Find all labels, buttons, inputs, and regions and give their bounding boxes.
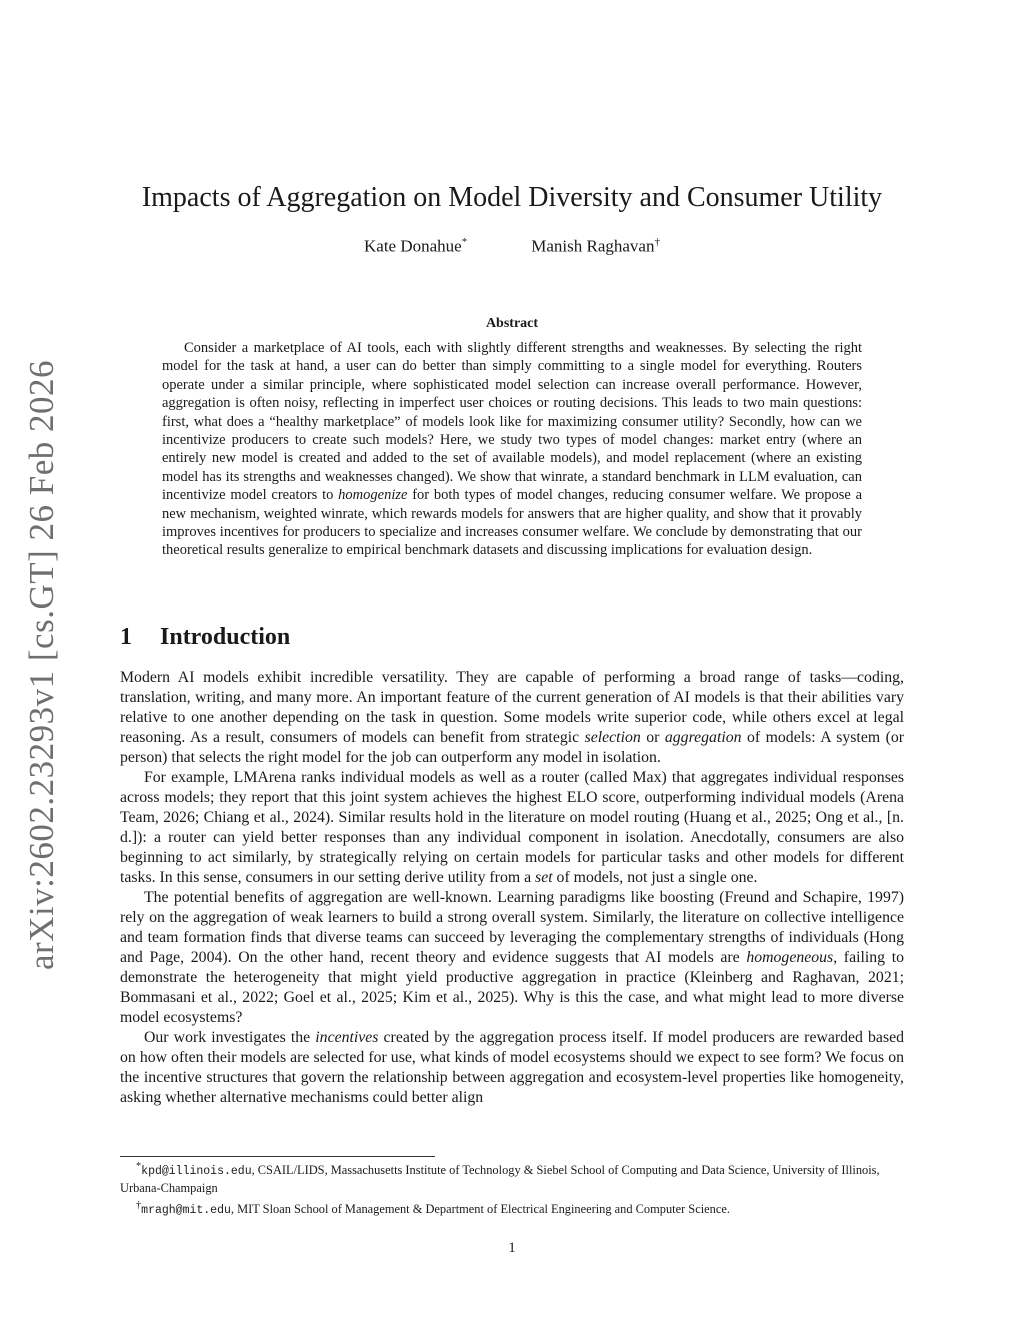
- paragraph: [120, 768, 904, 888]
- text-run: Modern AI models exhibit incredible versatility. They are capable of performing a broad range of tasks—coding, translation, writing, and many more. An important feature of the current generation of AI models is that their abilities vary relative to one another depending on the task in question. Some models write superior code, while others excel at legal reasoning. As a result, consumers of models can benefit from strategic: [120, 669, 904, 746]
- footnote: [120, 1159, 904, 1196]
- author: [531, 236, 660, 257]
- text-run: of models: A system (or person) that selects the right model for the job can outperform any model in isolation.: [120, 729, 905, 766]
- footnotes: [120, 1159, 904, 1219]
- emphasis: selection: [584, 729, 641, 746]
- paper-title: Impacts of Aggregation on Model Diversity and Consumer Utility: [141, 182, 883, 213]
- paragraph: [120, 668, 904, 768]
- text-run: Our work investigates the: [144, 1029, 316, 1046]
- paragraph: [120, 888, 904, 1028]
- abstract-text: [162, 339, 862, 560]
- page-number: 1: [508, 1240, 516, 1256]
- emphasis: incentives: [315, 1029, 379, 1046]
- emphasis: homogeneous: [746, 949, 834, 966]
- footnote-text: , MIT Sloan School of Management & Department of Electrical Engineering and Computer Science.: [230, 1202, 730, 1217]
- abstract-text-part: Consider a marketplace of AI tools, each with slightly different strengths and weaknesses. By selecting the right model for the task at hand, a user can do better than simply committing to a single model for everything. Routers operate under a similar principle, where sophisticated model selection can increase overall performance. However, aggregation is often noisy, reflecting in imperfect user choices or routing decisions. This leads to two main questions: first, what does a “healthy marketplace” of models look like for maximizing consumer utility? Secondly, how can we incentivize producers to create such models? Here, we study two types of model changes: market entry (where an entirely new model is created and added to the set of available models), and model replacement (where an existing model has its strengths and weaknesses changed). We show that winrate, a standard benchmark in LLM evaluation, can incentivize model creators to: [162, 340, 862, 504]
- author: [364, 236, 467, 257]
- abstract-text-part: for both types of model changes, reducing consumer welfare. We propose a new mechanism, weighted winrate, which rewards models for answers that are higher quality, and show that it provably improves incentives for producers to specialize and increases consumer welfare. We conclude by demonstrating that our theoretical results generalize to empirical benchmark datasets and discussing implications for evaluation design.: [162, 487, 863, 559]
- text-run: of models, not just a single one.: [552, 869, 758, 886]
- text-run: , failing to demonstrate the heterogeneity that might yield productive aggregation in practice (Kleinberg and Raghavan, 2021; Bommasani et al., 2022; Goel et al., 2025; Kim et al., 2025). Why is this the case, and what might lead to more diverse model ecosystems?: [120, 949, 904, 1026]
- footnote-text: , CSAIL/LIDS, Massachusetts Institute of Technology & Siebel School of Computing and Data Science, University of Illinois, Urbana-Champaign: [120, 1163, 880, 1196]
- footnote-mark: *: [136, 1161, 142, 1172]
- footnote-mark: †: [136, 1200, 142, 1212]
- paragraph: [120, 1028, 904, 1108]
- author-list: [0, 236, 1024, 257]
- text-run: created by the aggregation process itself. If model producers are rewarded based on how often their models are selected for use, what kinds of model ecosystems should we expect to see form? We focus on the incentive structures that govern the relationship between aggregation and ecosystem-level properties like homogeneity, asking whether alternative mechanisms could better align: [120, 1029, 904, 1106]
- emphasis: set: [535, 869, 553, 886]
- section-number: 1: [120, 624, 132, 650]
- section-title: Introduction: [160, 624, 291, 650]
- text-run: For example, LMArena ranks individual models as well as a router (called Max) that aggregates individual responses across models; they report that this joint system achieves the highest ELO score, outperforming individual models (Arena Team, 2026; Chiang et al., 2024). Similar results hold in the literature on model routing (Huang et al., 2025; Ong et al., [n. d.]): a router can yield better responses than any individual component in isolation. Anecdotally, consumers are also beginning to act similarly, by strategically relying on certain models for particular tasks and other models for different tasks. In this sense, consumers in our setting derive utility from a: [120, 769, 904, 886]
- author-name: Kate Donahue: [364, 236, 462, 256]
- email-link[interactable]: kpd@illinois.edu: [141, 1165, 252, 1179]
- author-footnote-mark[interactable]: †: [654, 236, 660, 248]
- email-link[interactable]: mragh@mit.edu: [141, 1204, 231, 1218]
- author-name: Manish Raghavan: [531, 236, 655, 256]
- text-run: or: [640, 729, 665, 746]
- text-run: The potential benefits of aggregation are well-known. Learning paradigms like boosting (Freund and Schapire, 1997) rely on the aggregation of weak learners to build a strong overall system. Similarly, the literature on collective intelligence and team formation finds that diverse teams can succeed by leveraging the complementary strengths of individuals (Hong and Page, 2004). On the other hand, recent theory and evidence suggests that AI models are: [120, 889, 904, 966]
- section-body: [120, 668, 904, 1108]
- footnote: [120, 1198, 904, 1219]
- emphasis: aggregation: [664, 729, 742, 746]
- arxiv-sidebar: [12, 359, 72, 971]
- arxiv-identifier[interactable]: arXiv:2602.23293v1 [cs.GT] 26 Feb 2026: [22, 359, 62, 971]
- footnote-divider: [120, 1156, 435, 1157]
- section-heading: [120, 624, 290, 651]
- abstract-emphasis: homogenize: [338, 487, 408, 504]
- author-footnote-mark[interactable]: *: [461, 236, 468, 248]
- abstract-heading: Abstract: [485, 316, 539, 331]
